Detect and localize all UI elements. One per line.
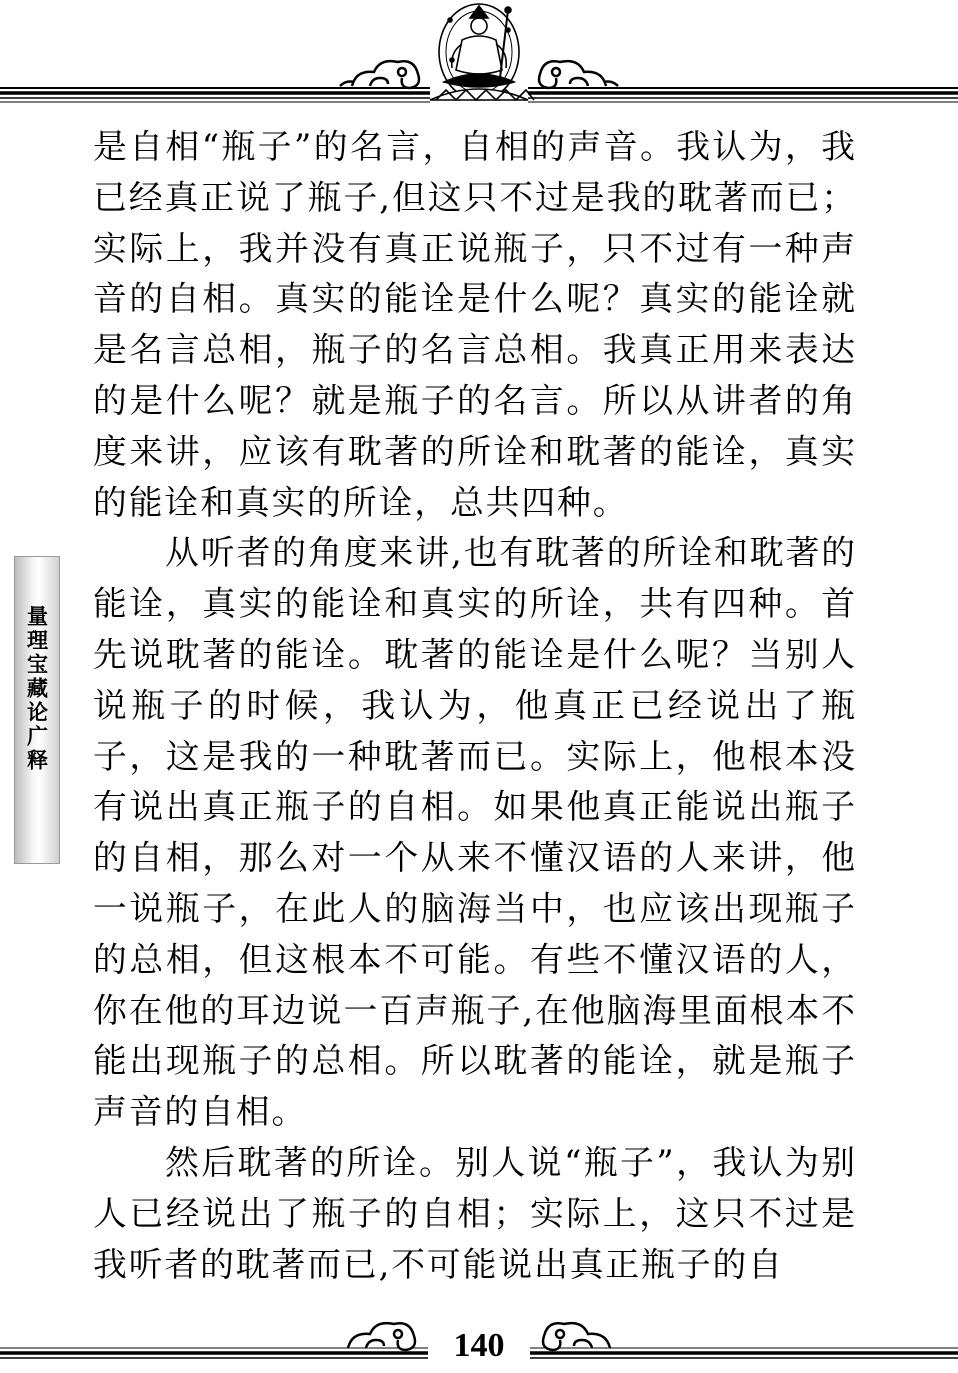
cloud-scroll-icon — [543, 1323, 610, 1350]
header-ornament — [0, 0, 958, 110]
cloud-scroll-icon — [539, 61, 618, 88]
header-rule-left — [0, 88, 430, 102]
footer-rule-left — [0, 1348, 428, 1358]
footer-rule-right — [530, 1348, 958, 1358]
paragraph: 从听者的角度来讲,也有耽著的所诠和耽著的能诠，真实的能诠和真实的所诠，共有四种。首先说耽著的能诠。耽著的能诠是什么呢？当别人说瓶子的时候，我认为，他真正已经说出了瓶子，这是我的一种耽著而已。实际上，他根本没有说出真正瓶子的自相。如果他真正能说出瓶子的自相，那么对一个从来不懂汉语的人来讲，他一说瓶子，在此人的脑海当中，也应该出现瓶子的总相，但这根本不可能。有些不懂汉语的人，你在他的耳边说一百声瓶子,在他脑海里面根本不能出现瓶子的总相。所以耽著的能诠，就是瓶子声音的自相。 — [93, 533, 857, 1132]
page-number: 140 — [453, 1327, 505, 1364]
page-header — [0, 0, 958, 110]
paragraph: 然后耽著的所诠。别人说“瓶子”，我认为别人已经说出了瓶子的自相；实际上，这只不过是我听者的耽著而已,不可能说出真正瓶子的自 — [93, 1142, 857, 1284]
cloud-scroll-icon — [348, 1323, 415, 1350]
header-rule-right — [528, 88, 958, 102]
body-text — [93, 122, 857, 1312]
cloud-scroll-icon — [340, 61, 419, 88]
deity-thangka-icon — [430, 4, 534, 100]
book-title: 量理宝藏论广释 — [24, 605, 50, 773]
paragraph: 是自相“瓶子”的名言，自相的声音。我认为，我已经真正说了瓶子,但这只不过是我的耽著而已；实际上，我并没有真正说瓶子，只不过有一种声音的自相。真实的能诠是什么呢？真实的能诠就是名言总相，瓶子的名言总相。我真正用来表达的是什么呢？就是瓶子的名言。所以从讲者的角度来讲，应该有耽著的所诠和耽著的能诠，真实的能诠和真实的所诠，总共四种。 — [93, 127, 857, 522]
side-title-tab — [14, 556, 60, 864]
